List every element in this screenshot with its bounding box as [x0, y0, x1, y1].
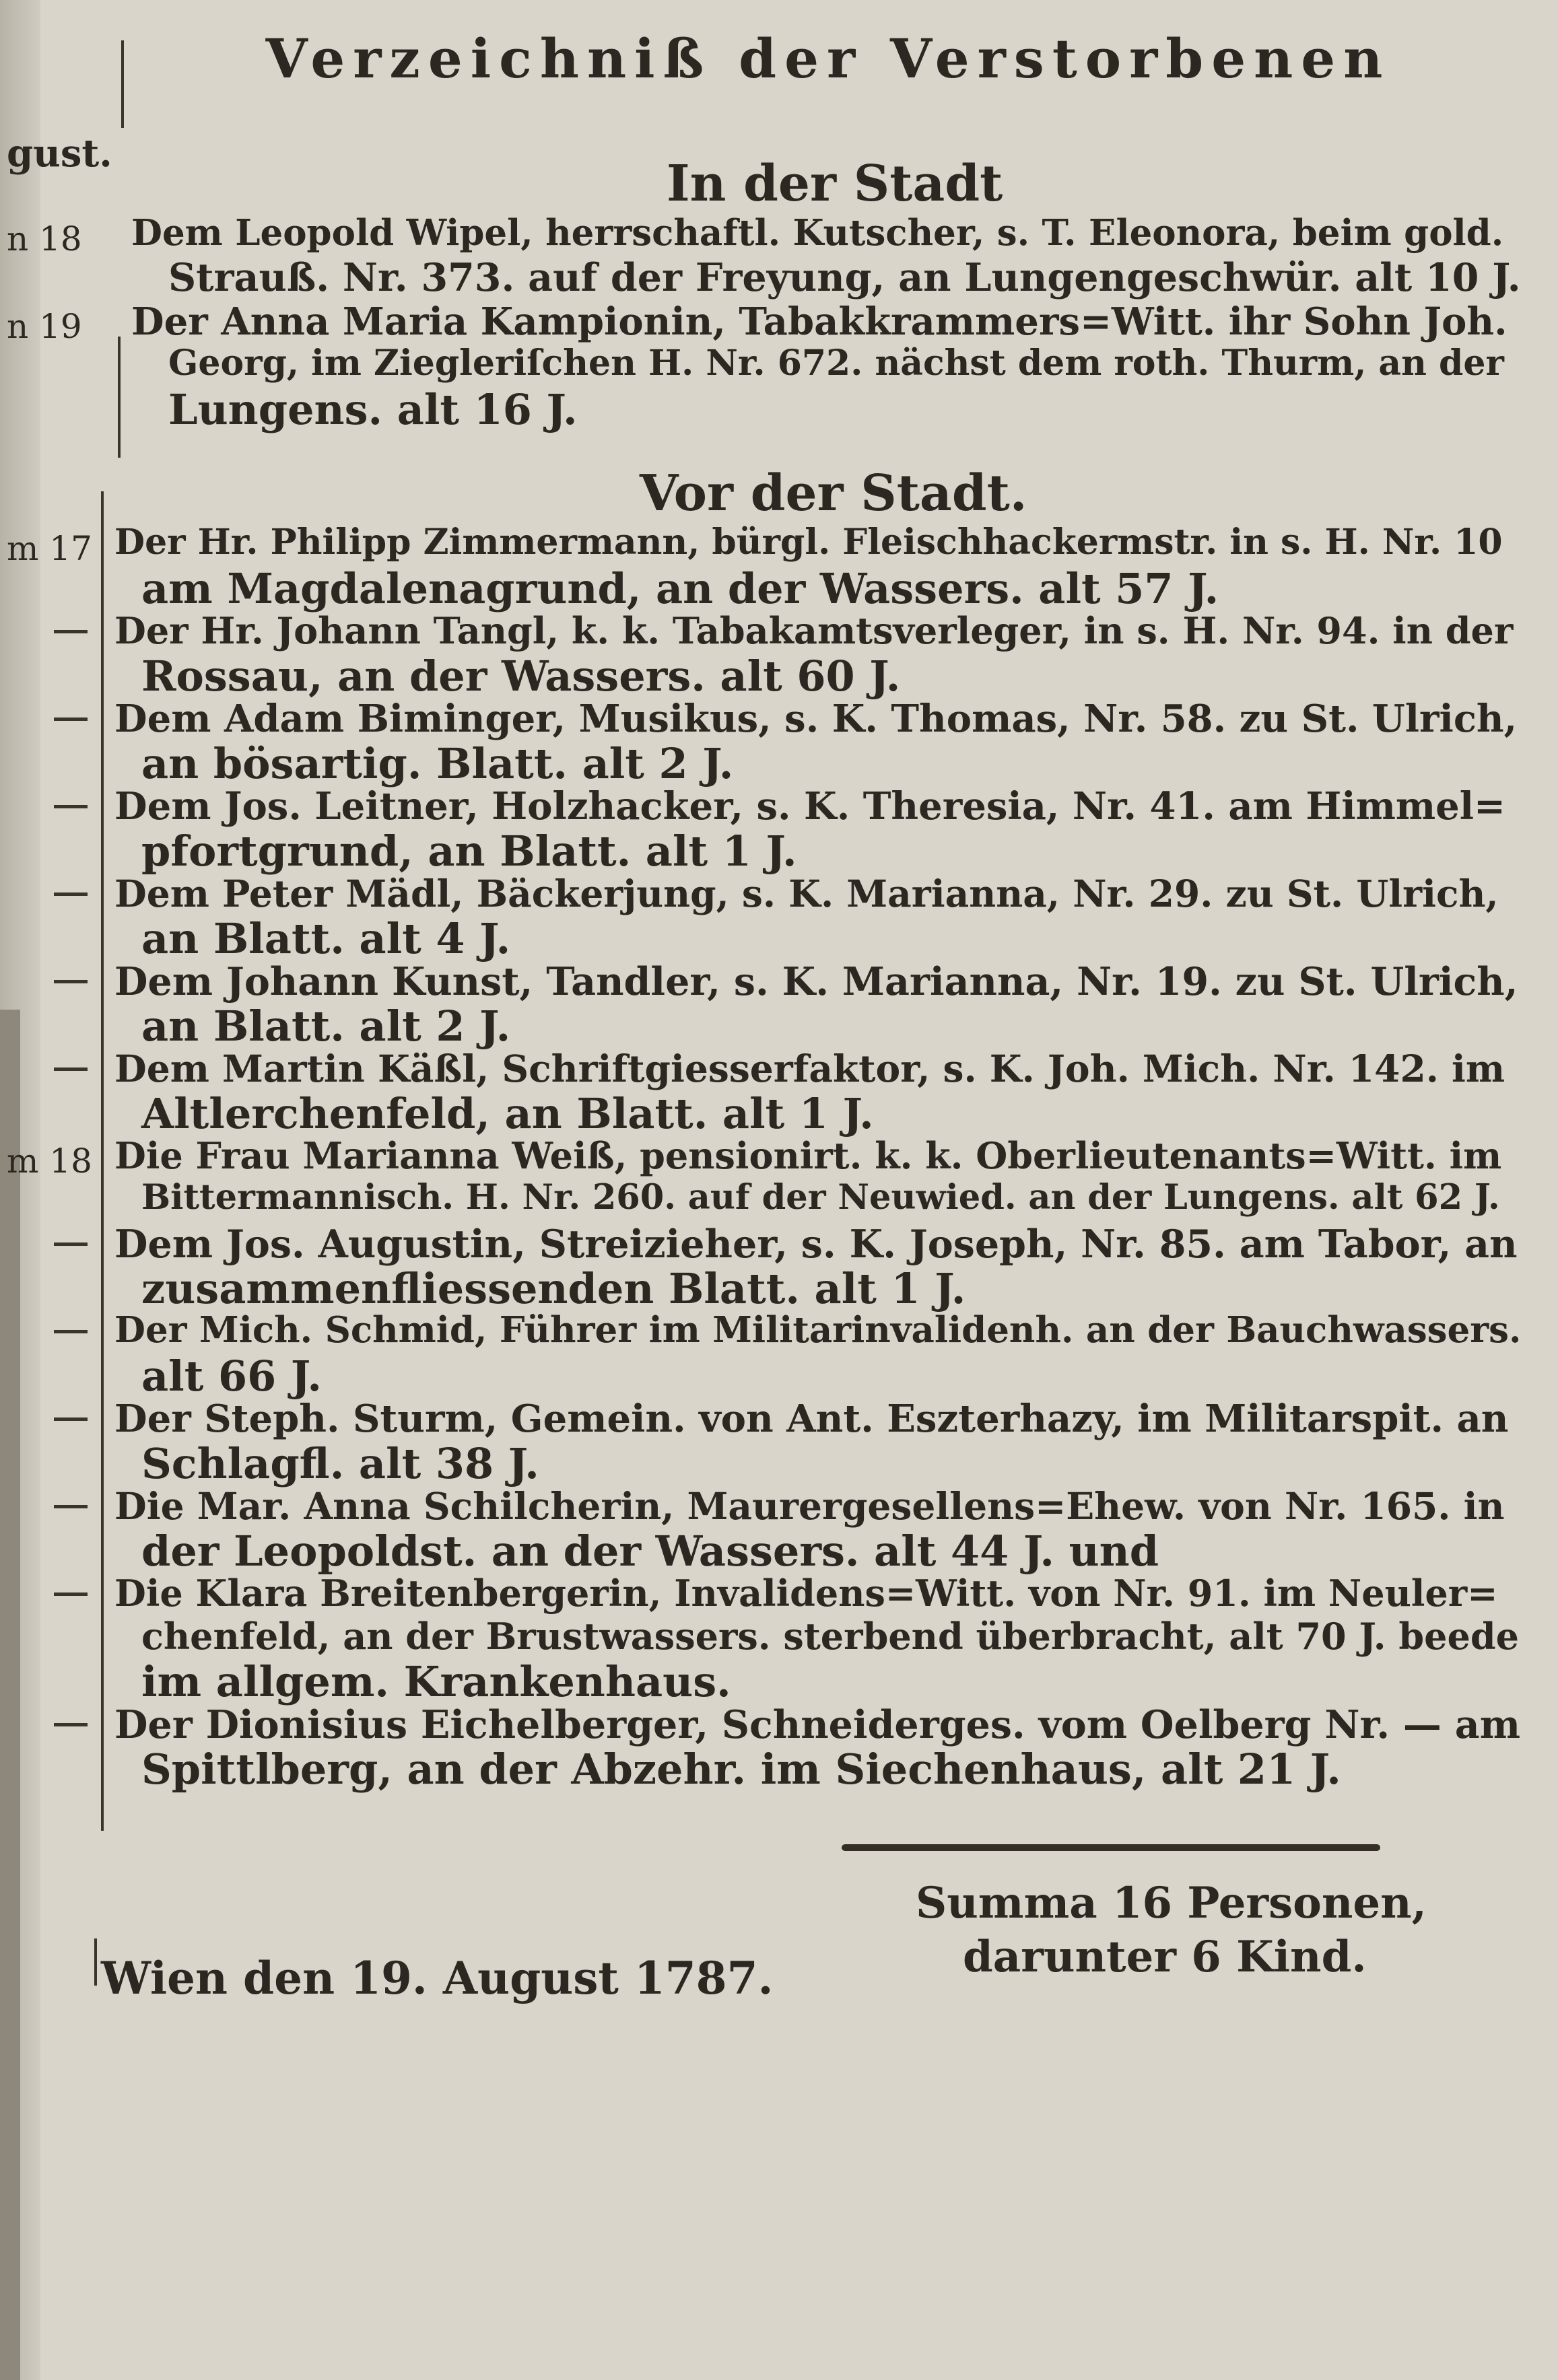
entry-text-line: Bittermannisch. H. Nr. 260. auf der Neuwied. an der Lungens. alt 62 J. [141, 1177, 1500, 1218]
entry-text-line: am Magdalenagrund, an der Wassers. alt 57 J. [141, 564, 1219, 613]
entry-text-line: Strauß. Nr. 373. auf der Freyung, an Lungengeschwür. alt 10 J. [168, 255, 1521, 300]
entry-text-line: Die Mar. Anna Schilcherin, Maurergesellens=Ehew. von Nr. 165. in [114, 1484, 1505, 1528]
entry-dash-marker [54, 1593, 88, 1596]
entry-dash-marker [54, 805, 88, 808]
entry-text-line: an Blatt. alt 4 J. [141, 914, 511, 963]
entry-text-line: im allgem. Krankenhaus. [141, 1657, 731, 1706]
entry-text-line: Spittlberg, an der Abzehr. im Siechenhaus, alt 21 J. [141, 1745, 1341, 1794]
dateline: Wien den 19. August 1787. [101, 1952, 774, 2004]
entry-text-line: pfortgrund, an Blatt. alt 1 J. [141, 827, 797, 876]
margin-rule-top [121, 40, 124, 128]
entry-text-line: Dem Jos. Leitner, Holzhacker, s. K. Theresia, Nr. 41. am Himmel= [114, 784, 1505, 829]
entry-text-line: Dem Jos. Augustin, Streizieher, s. K. Joseph, Nr. 85. am Tabor, an [114, 1222, 1518, 1267]
margin-rule-suburb [101, 491, 104, 1831]
entry-text-line: Die Klara Breitenbergerin, Invalidens=Witt. von Nr. 91. im Neuler= [114, 1572, 1498, 1615]
entry-text-line: Dem Johann Kunst, Tandler, s. K. Marianna, Nr. 19. zu St. Ulrich, [114, 959, 1518, 1004]
entry-dash-marker [54, 980, 88, 983]
margin-rule-city [118, 337, 121, 458]
entry-text-line: Altlerchenfeld, an Blatt. alt 1 J. [141, 1089, 874, 1138]
entry-dash-marker [54, 630, 88, 633]
entry-text-line: Schlagfl. alt 38 J. [141, 1439, 539, 1488]
closing-rule [842, 1844, 1380, 1851]
entry-text-line: der Leopoldst. an der Wassers. alt 44 J. und [141, 1527, 1159, 1576]
entry-dash-marker [54, 893, 88, 896]
entry-text-line: an bösartig. Blatt. alt 2 J. [141, 739, 734, 788]
entry-text-line: an Blatt. alt 2 J. [141, 1002, 511, 1051]
entry-text-line: Dem Martin Käßl, Schriftgiesserfaktor, s. K. Joh. Mich. Nr. 142. im [114, 1047, 1505, 1090]
entry-text-line: zusammenfliessenden Blatt. alt 1 J. [141, 1264, 966, 1313]
entry-dash-marker [54, 1242, 88, 1246]
entry-day-marker: n 19 [7, 307, 82, 346]
entry-text-line: alt 66 J. [141, 1352, 322, 1401]
entry-dash-marker [54, 1418, 88, 1421]
page-title: Verzeichniß der Verstorbenen [265, 27, 1391, 90]
entry-day-marker: m 18 [7, 1142, 92, 1181]
margin-rule-bottom [94, 1938, 97, 1986]
section-heading-city: In der Stadt [667, 155, 1003, 213]
entry-dash-marker [54, 1330, 88, 1333]
entry-text-line: Georg, im Ziegleriſchen H. Nr. 672. nächst dem roth. Thurm, an der [168, 343, 1504, 384]
summary-total: Summa 16 Personen, [916, 1878, 1427, 1928]
binding-edge [0, 1010, 20, 2380]
entry-text-line: chenfeld, an der Brustwassers. sterbend überbracht, alt 70 J. beede [141, 1615, 1519, 1658]
entry-text-line: Der Steph. Sturm, Gemein. von Ant. Eszterhazy, im Militarspit. an [114, 1397, 1509, 1441]
entry-text-line: Der Anna Maria Kampionin, Tabakkrammers=Witt. ihr Sohn Joh. [131, 300, 1508, 344]
entry-day-marker: n 18 [7, 219, 82, 258]
entry-text-line: Dem Leopold Wipel, herrschaftl. Kutscher, s. T. Eleonora, beim gold. [131, 212, 1504, 254]
entry-dash-marker [54, 1505, 88, 1508]
entry-text-line: Der Hr. Philipp Zimmermann, bürgl. Fleischhackermstr. in s. H. Nr. 10 [114, 522, 1503, 563]
entry-text-line: Der Mich. Schmid, Führer im Militarinvalidenh. an der Bauchwassers. [114, 1309, 1522, 1351]
summary-children: darunter 6 Kind. [963, 1932, 1367, 1982]
entry-text-line: Dem Adam Biminger, Musikus, s. K. Thomas, Nr. 58. zu St. Ulrich, [114, 697, 1518, 741]
entry-text-line: Dem Peter Mädl, Bäckerjung, s. K. Marianna, Nr. 29. zu St. Ulrich, [114, 872, 1499, 915]
entry-text-line: Der Hr. Johann Tangl, k. k. Tabakamtsverleger, in s. H. Nr. 94. in der [114, 609, 1514, 652]
entry-dash-marker [54, 1723, 88, 1726]
entry-text-line: Rossau, an der Wassers. alt 60 J. [141, 652, 901, 701]
entry-text-line: Der Dionisius Eichelberger, Schneiderges. vom Oelberg Nr. — am [114, 1702, 1521, 1747]
entry-dash-marker [54, 718, 88, 721]
entry-text-line: Lungens. alt 16 J. [168, 385, 578, 434]
entry-day-marker: m 17 [7, 529, 92, 568]
entry-text-line: Die Frau Marianna Weiß, pensionirt. k. k. Oberlieutenants=Witt. im [114, 1134, 1502, 1177]
entry-dash-marker [54, 1068, 88, 1071]
section-heading-suburb: Vor der Stadt. [640, 464, 1027, 522]
month-label: gust. [7, 131, 112, 176]
